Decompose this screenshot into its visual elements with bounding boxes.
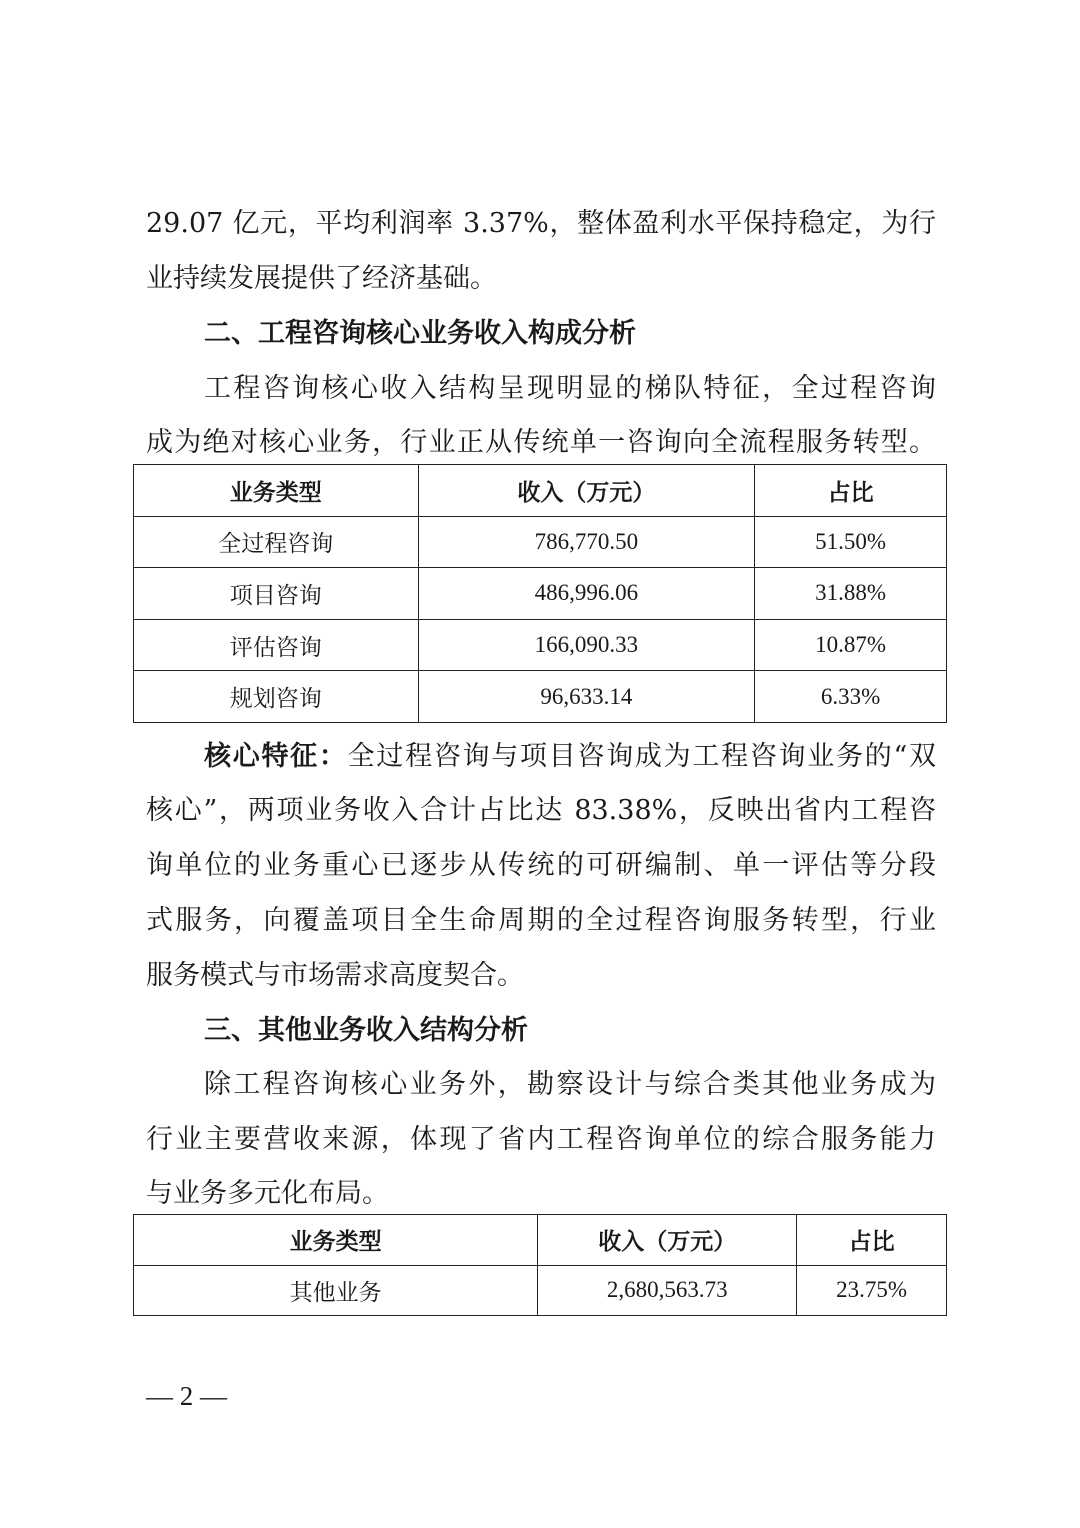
header-share: 占比 (797, 1215, 947, 1266)
section-2-heading: 二、工程咨询核心业务收入构成分析 (204, 318, 636, 349)
cell-business-type: 全过程咨询 (134, 516, 419, 568)
table-header-row (134, 1215, 947, 1266)
feature-line-1 (204, 739, 936, 775)
header-business-type: 业务类型 (134, 1215, 538, 1266)
intro-line-2: 业持续发展提供了经济基础。 (146, 263, 497, 294)
section-2-para-line-1: 工程咨询核心收入结构呈现明显的梯队特征，全过程咨询 (204, 373, 936, 404)
cell-revenue: 486,996.06 (418, 568, 755, 620)
table-header-row (134, 465, 947, 517)
header-revenue: 收入（万元） (418, 465, 755, 517)
cell-revenue: 166,090.33 (418, 619, 755, 671)
other-revenue-table (133, 1214, 947, 1316)
feature-label: 核心特征： (204, 741, 348, 772)
header-share: 占比 (755, 465, 947, 517)
cell-revenue: 2,680,563.73 (538, 1265, 797, 1316)
feature-line-5: 服务模式与市场需求高度契合。 (146, 960, 524, 991)
cell-revenue: 96,633.14 (418, 671, 755, 723)
feature-line-4: 式服务，向覆盖项目全生命周期的全过程咨询服务转型，行业 (146, 905, 936, 936)
table-row (134, 619, 947, 671)
cell-business-type: 其他业务 (134, 1265, 538, 1316)
section-3-para-line-1: 除工程咨询核心业务外，勘察设计与综合类其他业务成为 (204, 1069, 936, 1100)
table-row (134, 568, 947, 620)
table-row (134, 671, 947, 723)
cell-share: 6.33% (755, 671, 947, 723)
cell-business-type: 规划咨询 (134, 671, 419, 723)
section-3-heading: 三、其他业务收入结构分析 (204, 1015, 528, 1046)
table-row (134, 1265, 947, 1316)
intro-line-1: 29.07 亿元，平均利润率 3.37%，整体盈利水平保持稳定，为行 (146, 208, 936, 239)
section-2-para-line-2: 成为绝对核心业务，行业正从传统单一咨询向全流程服务转型。 (146, 427, 936, 458)
section-3-para-line-2: 行业主要营收来源，体现了省内工程咨询单位的综合服务能力 (146, 1124, 936, 1155)
feature-text-1: 全过程咨询与项目咨询成为工程咨询业务的“双 (347, 741, 936, 772)
feature-line-3: 询单位的业务重心已逐步从传统的可研编制、单一评估等分段 (146, 850, 936, 881)
header-business-type: 业务类型 (134, 465, 419, 517)
cell-business-type: 项目咨询 (134, 568, 419, 620)
cell-share: 10.87% (755, 619, 947, 671)
table-row (134, 516, 947, 568)
cell-revenue: 786,770.50 (418, 516, 755, 568)
cell-share: 51.50% (755, 516, 947, 568)
cell-business-type: 评估咨询 (134, 619, 419, 671)
header-revenue: 收入（万元） (538, 1215, 797, 1266)
page-number: — 2 — (146, 1381, 227, 1411)
cell-share: 31.88% (755, 568, 947, 620)
feature-line-2: 核心”，两项业务收入合计占比达 83.38%，反映出省内工程咨 (146, 795, 936, 826)
cell-share: 23.75% (797, 1265, 947, 1316)
section-3-para-line-3: 与业务多元化布局。 (146, 1178, 389, 1209)
core-revenue-table (133, 464, 947, 723)
